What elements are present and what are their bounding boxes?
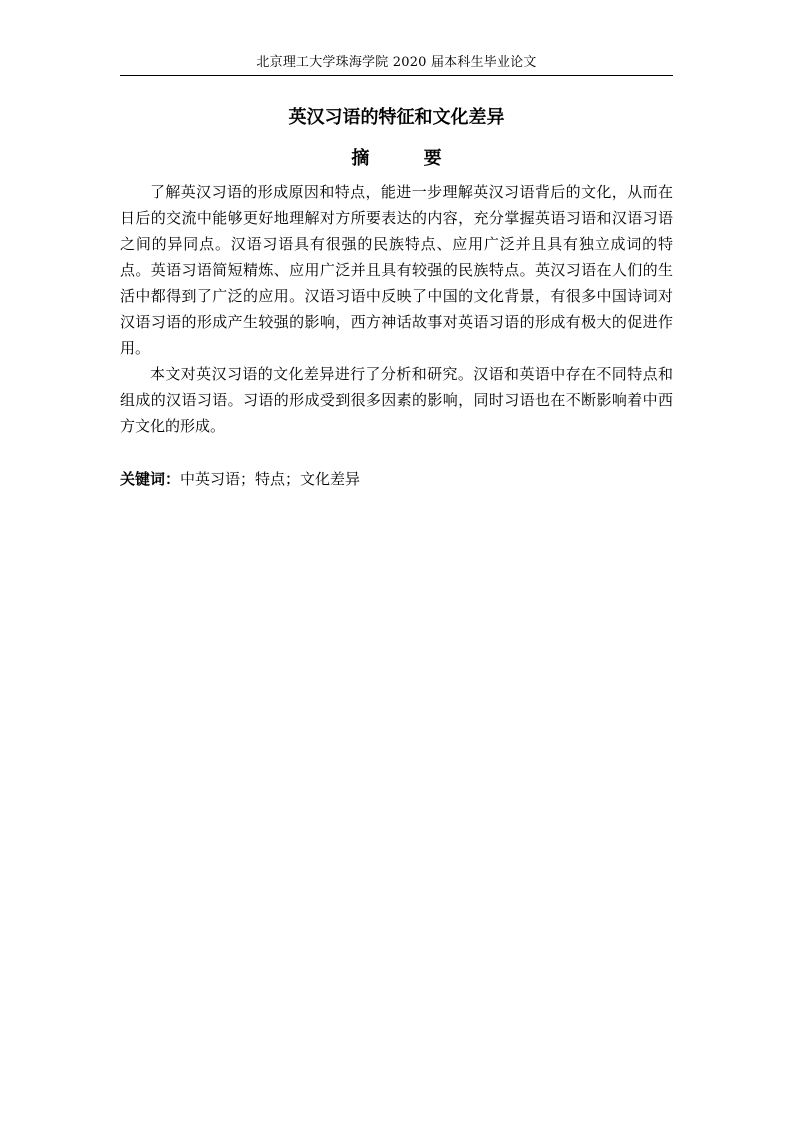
abstract-paragraph-1: 了解英汉习语的形成原因和特点，能进一步理解英汉习语背后的文化，从而在日后的交流中能够更好地理解对方所要表达的内容，充分掌握英语习语和汉语习语之间的异同点。汉语习语具有很强的民族特点、应用广泛并且具有独立成词的特点。英语习语简短精炼、应用广泛并且具有较强的民族特点。英汉习语在人们的生活中都得到了广泛的应用。汉语习语中反映了中国的文化背景，有很多中国诗词对汉语习语的形成产生较强的影响，西方神话故事对英语习语的形成有极大的促进作用。 <box>120 183 673 357</box>
abstract-heading: 摘 要 <box>351 148 466 169</box>
keywords-label: 关键词： <box>120 470 181 488</box>
keywords-value: 中英习语；特点；文化差异 <box>180 470 361 488</box>
running-header: 北京理工大学珠海学院 2020 届本科生毕业论文 <box>256 55 537 70</box>
keywords-line <box>120 466 673 492</box>
paper-title: 英汉习语的特征和文化差异 <box>288 107 505 128</box>
abstract-paragraph-2: 本文对英汉习语的文化差异进行了分析和研究。汉语和英语中存在不同特点和组成的汉语习语。习语的形成受到很多因素的影响，同时习语也在不断影响着中西方文化的形成。 <box>120 365 673 435</box>
abstract-body <box>120 179 673 439</box>
header-rule <box>120 75 673 76</box>
